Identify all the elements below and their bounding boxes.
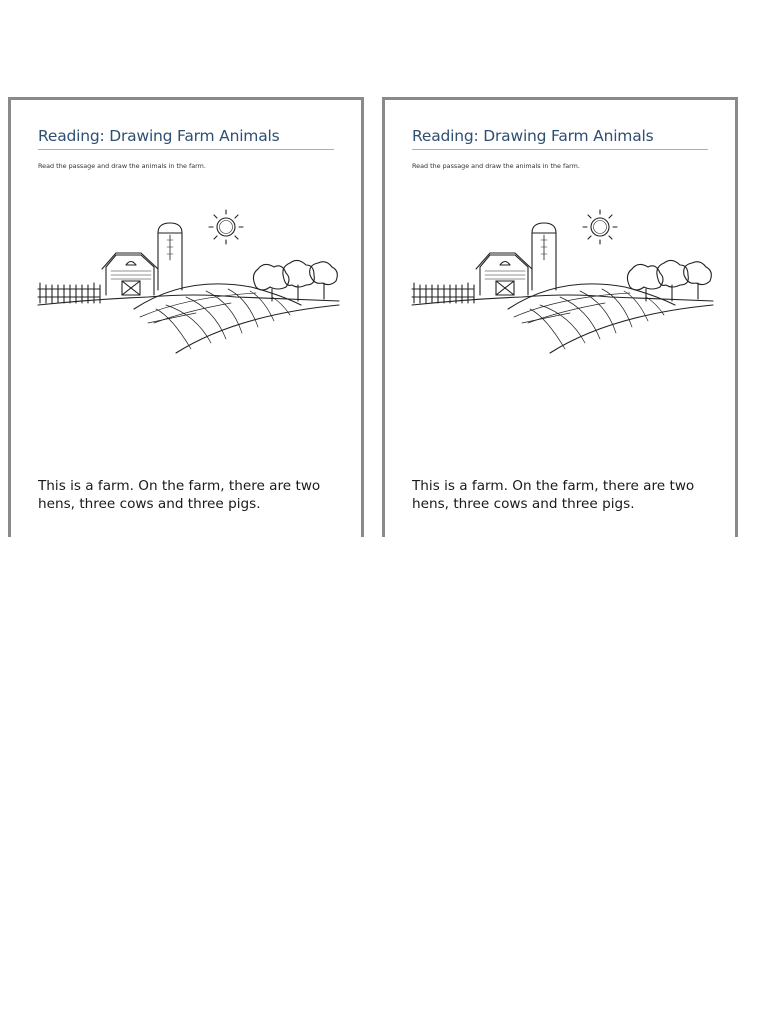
- sun-icon: [583, 210, 617, 244]
- trees-icon: [253, 260, 337, 301]
- reading-passage: This is a farm. On the farm, there are two hens, three cows and three pigs.: [38, 478, 321, 512]
- worksheet-title: Reading: Drawing Farm Animals: [412, 127, 708, 150]
- sun-icon: [209, 210, 243, 244]
- worksheet-instructions: Read the passage and draw the animals in the farm.: [412, 162, 580, 170]
- farm-scene-icon: [36, 205, 341, 365]
- worksheet-title: Reading: Drawing Farm Animals: [38, 127, 334, 150]
- worksheet-page-right: [382, 97, 738, 537]
- worksheet-instructions: Read the passage and draw the animals in the farm.: [38, 162, 206, 170]
- silo-icon: [158, 223, 182, 290]
- silo-icon: [532, 223, 556, 290]
- hills-icon: [412, 284, 713, 353]
- reading-passage: This is a farm. On the farm, there are two hens, three cows and three pigs.: [412, 478, 695, 512]
- worksheet-page-left: [8, 97, 364, 537]
- barn-icon: [102, 253, 158, 295]
- barn-icon: [476, 253, 532, 295]
- hills-icon: [38, 284, 339, 353]
- trees-icon: [627, 260, 711, 301]
- farm-scene-icon: [410, 205, 715, 365]
